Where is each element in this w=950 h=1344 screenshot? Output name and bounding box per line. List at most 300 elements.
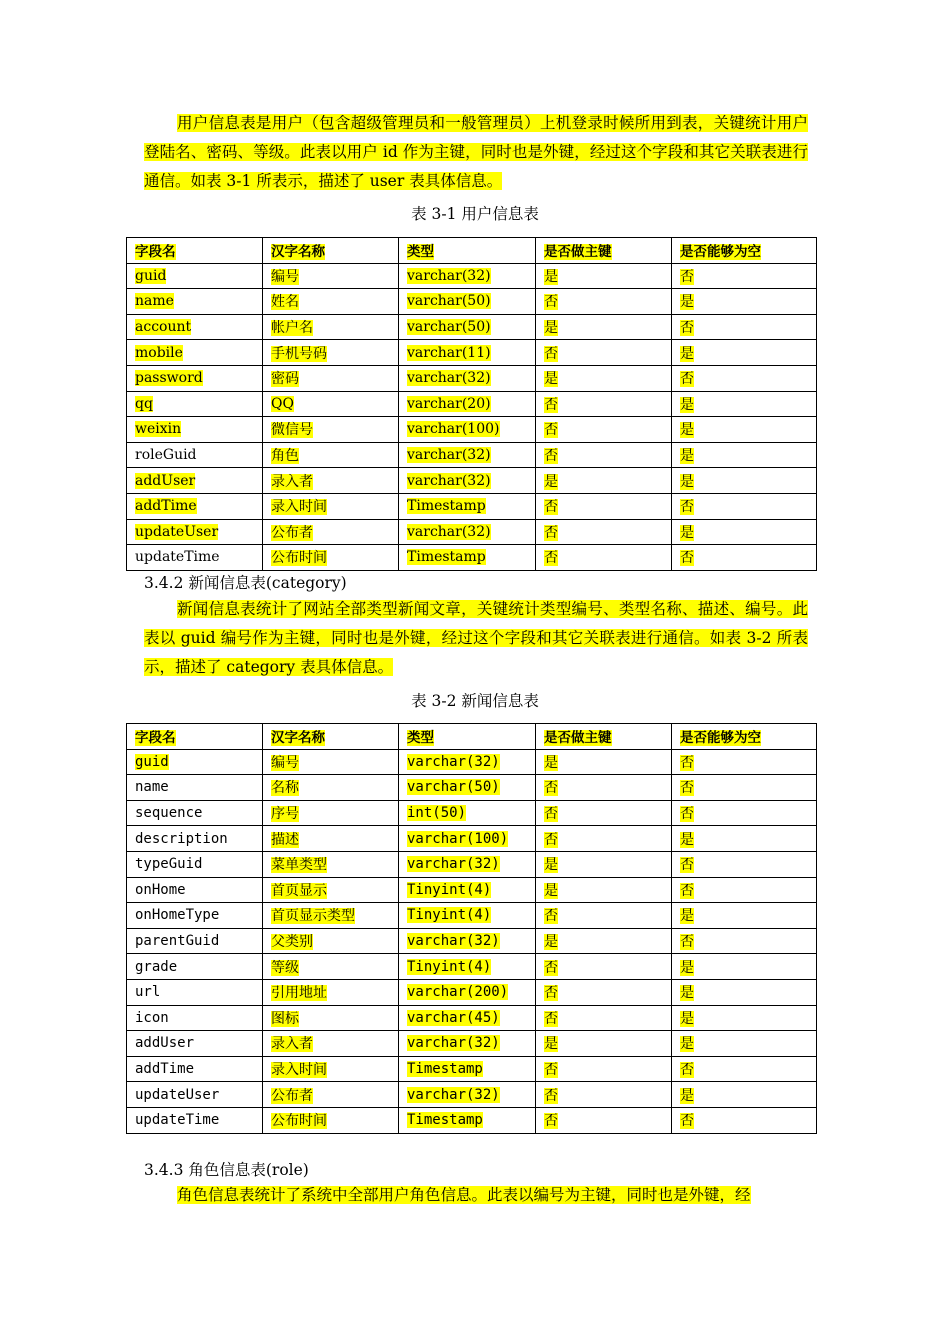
table-cell [536,417,672,443]
cell-text: 是 [680,959,694,976]
cell-text: varchar(45) [407,1009,500,1026]
cell-text: 姓名 [271,294,299,311]
cell-text: 首页显示类型 [271,908,355,925]
cell-text: 名称 [271,780,299,797]
table-row [127,826,817,852]
table-row [127,1107,817,1133]
cell-text: 是 [544,371,558,388]
cell-text: 否 [680,499,694,516]
cell-text: 公布时间 [271,1113,327,1130]
table-cell [127,954,263,980]
table-row [127,519,817,545]
column-header [399,724,536,750]
table-cell [127,775,263,801]
cell-text: roleGuid [135,447,197,464]
table-cell [399,340,536,366]
table-cell [536,979,672,1005]
category-table-intro-text: 新闻信息表统计了网站全部类型新闻文章，关键统计类型编号、类型名称、描述、编号。此表以 guid 编号作为主键，同时也是外键，经过这个字段和其它关联表进行通信。如表 3-2 所表示，描述了 category 表具体信息。 [144,600,808,676]
table-row [127,391,817,417]
table-cell [263,928,399,954]
table-cell [263,749,399,775]
table-cell [672,442,817,468]
table-cell [536,340,672,366]
cell-text: 是 [544,320,558,337]
table-cell [263,468,399,494]
table-cell [672,340,817,366]
table-cell [263,903,399,929]
table-cell [263,365,399,391]
table-cell [399,417,536,443]
cell-text: addTime [135,1061,195,1078]
role-section-heading: 3.4.3 角色信息表(role) [144,1161,309,1179]
table-row [127,928,817,954]
table-cell [536,954,672,980]
table-cell [399,493,536,519]
user-table-intro-text: 用户信息表是用户（包含超级管理员和一般管理员）上机登录时候所用到表，关键统计用户登陆名、密码、等级。此表以用户 id 作为主键，同时也是外键，经过这个字段和其它关联表进行通信。如表 3-1 所表示，描述了 user 表具体信息。 [144,114,808,190]
cell-text: name [135,779,169,796]
table-cell [536,289,672,315]
cell-text: varchar(50) [407,319,491,336]
table-row [127,1031,817,1057]
column-header [672,724,817,750]
table-cell [536,826,672,852]
table-cell [263,775,399,801]
cell-text: varchar(32) [407,1035,500,1052]
table-cell [127,826,263,852]
column-header-text: 类型 [407,730,434,747]
cell-text: 录入时间 [271,499,327,516]
table-cell [399,519,536,545]
cell-text: varchar(32) [407,447,491,464]
cell-text: 否 [544,499,558,516]
table-cell [263,519,399,545]
column-header-text: 是否能够为空 [680,730,761,747]
cell-text: 否 [680,882,694,899]
cell-text: 否 [680,754,694,771]
cell-text: 否 [544,396,558,413]
column-header-text: 是否做主键 [544,730,612,747]
table-cell [399,749,536,775]
cell-text: 否 [544,422,558,439]
table-row [127,263,817,289]
cell-text: 否 [680,371,694,388]
table-cell [263,1056,399,1082]
cell-text: updateUser [135,1086,220,1103]
cell-text: varchar(32) [407,370,491,387]
table-row [127,340,817,366]
cell-text: account [135,319,192,336]
table-row [127,417,817,443]
cell-text: 否 [544,959,558,976]
table-cell [536,442,672,468]
table-row [127,314,817,340]
table-cell [263,545,399,571]
cell-text: parentGuid [135,933,220,950]
table-cell [127,1107,263,1133]
table-cell [536,519,672,545]
table-cell [536,775,672,801]
cell-text: 否 [680,1062,694,1079]
table-cell [399,928,536,954]
table-cell [672,545,817,571]
table-row [127,800,817,826]
table-cell [263,1031,399,1057]
table-cell [127,545,263,571]
table-cell [672,519,817,545]
column-header [127,724,263,750]
cell-text: 录入时间 [271,1062,327,1079]
table-row [127,903,817,929]
cell-text: 是 [680,831,694,848]
cell-text: url [135,984,161,1001]
table-cell [672,979,817,1005]
cell-text: 是 [680,1010,694,1027]
table-header-row [127,724,817,750]
table-cell [536,365,672,391]
table-cell [127,851,263,877]
category-table-intro [144,595,808,682]
table-cell [672,468,817,494]
table-cell [536,545,672,571]
table-cell [399,826,536,852]
table-cell [399,289,536,315]
table-cell [672,289,817,315]
table-cell [672,1031,817,1057]
cell-text: QQ [271,395,294,412]
table-cell [127,289,263,315]
cell-text: varchar(20) [407,395,491,412]
cell-text: updateUser [135,523,219,540]
table-cell [672,365,817,391]
table-cell [672,263,817,289]
cell-text: varchar(32) [407,523,491,540]
table-row [127,545,817,571]
cell-text: 否 [544,524,558,541]
table-cell [127,749,263,775]
cell-text: 录入者 [271,473,313,490]
table-cell [127,979,263,1005]
cell-text: updateTime [135,1112,220,1129]
table-cell [536,928,672,954]
table-cell [263,289,399,315]
table-cell [263,314,399,340]
table-cell [263,826,399,852]
table-cell [399,468,536,494]
cell-text: Tinyint(4) [407,881,492,898]
table-cell [536,903,672,929]
cell-text: 否 [680,550,694,567]
table-cell [536,1107,672,1133]
category-info-table [126,723,817,1134]
cell-text: 否 [544,831,558,848]
cell-text: typeGuid [135,856,203,873]
table-cell [536,1056,672,1082]
cell-text: 否 [680,780,694,797]
cell-text: varchar(100) [407,421,500,438]
table-cell [672,903,817,929]
table1-caption: 表 3-1 用户信息表 [411,205,539,223]
cell-text: 是 [680,422,694,439]
cell-text: 否 [544,1010,558,1027]
table-cell [399,1031,536,1057]
category-section-heading: 3.4.2 新闻信息表(category) [144,574,347,592]
table-cell [127,519,263,545]
table-cell [263,417,399,443]
table-cell [127,800,263,826]
cell-text: 否 [544,1062,558,1079]
table-cell [399,1005,536,1031]
table-cell [127,493,263,519]
cell-text: varchar(32) [407,856,500,873]
cell-text: 是 [680,396,694,413]
cell-text: 否 [544,908,558,925]
table-row [127,775,817,801]
column-header-text: 汉字名称 [271,730,325,747]
cell-text: 是 [544,857,558,874]
cell-text: 密码 [271,371,299,388]
cell-text: 帐户名 [271,320,313,337]
cell-text: varchar(32) [407,1086,500,1103]
table-cell [399,1056,536,1082]
table-cell [399,442,536,468]
cell-text: updateTime [135,549,220,566]
column-header [399,238,536,264]
cell-text: addUser [135,1035,195,1052]
table-cell [672,826,817,852]
cell-text: 是 [544,473,558,490]
cell-text: onHomeType [135,907,220,924]
cell-text: 是 [680,524,694,541]
cell-text: 是 [680,985,694,1002]
table-cell [536,800,672,826]
cell-text: 是 [544,882,558,899]
table-cell [672,391,817,417]
cell-text: 否 [544,345,558,362]
table-header-row [127,238,817,264]
cell-text: 否 [680,268,694,285]
column-header [536,238,672,264]
cell-text: 首页显示 [271,882,327,899]
table-cell [399,851,536,877]
table-cell [263,1082,399,1108]
cell-text: 否 [544,448,558,465]
cell-text: 公布者 [271,524,313,541]
table-row [127,289,817,315]
table-cell [399,979,536,1005]
table-cell [672,314,817,340]
cell-text: 手机号码 [271,345,327,362]
table-cell [263,954,399,980]
table-row [127,468,817,494]
cell-text: 是 [544,934,558,951]
cell-text: addTime [135,498,197,515]
table2-caption: 表 3-2 新闻信息表 [411,692,539,710]
table-cell [399,800,536,826]
column-header-text: 类型 [407,244,434,261]
table-cell [536,877,672,903]
table-row [127,979,817,1005]
cell-text: 否 [544,985,558,1002]
table-cell [127,417,263,443]
table-cell [127,391,263,417]
table-cell [127,928,263,954]
table-cell [536,263,672,289]
cell-text: 是 [544,268,558,285]
cell-text: 编号 [271,268,299,285]
cell-text: 否 [544,806,558,823]
cell-text: icon [135,1009,169,1026]
cell-text: password [135,370,203,387]
cell-text: varchar(50) [407,293,491,310]
cell-text: Timestamp [407,1112,483,1129]
table-cell [672,800,817,826]
cell-text: 否 [544,294,558,311]
cell-text: 否 [680,857,694,874]
column-header [672,238,817,264]
cell-text: Tinyint(4) [407,958,492,975]
cell-text: 菜单类型 [271,857,327,874]
table-cell [127,314,263,340]
table-cell [672,749,817,775]
table-cell [127,263,263,289]
column-header [263,238,399,264]
table-cell [672,851,817,877]
cell-text: 是 [680,345,694,362]
cell-text: 引用地址 [271,985,327,1002]
column-header-text: 汉字名称 [271,244,325,261]
table-cell [127,340,263,366]
table-row [127,1082,817,1108]
cell-text: 是 [544,754,558,771]
table-cell [399,545,536,571]
table-cell [263,340,399,366]
table-cell [263,1005,399,1031]
cell-text: 否 [544,780,558,797]
table-cell [536,468,672,494]
cell-text: int(50) [407,805,467,822]
table-row [127,365,817,391]
table-row [127,1056,817,1082]
cell-text: 否 [544,550,558,567]
table-cell [536,749,672,775]
table-row [127,851,817,877]
table-cell [672,1056,817,1082]
cell-text: varchar(11) [407,344,491,361]
cell-text: weixin [135,421,182,438]
cell-text: 等级 [271,959,299,976]
table-cell [263,800,399,826]
table-cell [399,1082,536,1108]
user-info-table [126,237,817,571]
cell-text: varchar(50) [407,779,500,796]
cell-text: 否 [680,934,694,951]
cell-text: varchar(100) [407,830,509,847]
table-cell [127,1082,263,1108]
table-cell [672,1005,817,1031]
table-cell [127,442,263,468]
table-cell [263,877,399,903]
table-cell [536,1031,672,1057]
column-header-text: 是否能够为空 [680,244,761,261]
table-row [127,749,817,775]
table-cell [263,263,399,289]
cell-text: 图标 [271,1010,299,1027]
cell-text: Tinyint(4) [407,907,492,924]
cell-text: 否 [544,1113,558,1130]
cell-text: varchar(32) [407,472,491,489]
cell-text: 否 [680,320,694,337]
table-cell [672,1107,817,1133]
column-header [127,238,263,264]
column-header-text: 是否做主键 [544,244,612,261]
cell-text: 是 [680,1087,694,1104]
cell-text: guid [135,753,169,770]
table-cell [399,954,536,980]
table-cell [672,1082,817,1108]
table-cell [536,493,672,519]
cell-text: 微信号 [271,422,313,439]
table-cell [127,877,263,903]
cell-text: name [135,293,174,310]
cell-text: 是 [680,448,694,465]
role-table-intro [144,1181,808,1210]
cell-text: 描述 [271,831,299,848]
column-header-text: 字段名 [135,244,176,261]
table-cell [399,314,536,340]
cell-text: qq [135,395,153,412]
cell-text: 序号 [271,806,299,823]
table-cell [263,979,399,1005]
cell-text: description [135,830,228,847]
table-row [127,877,817,903]
table-cell [536,851,672,877]
table-cell [399,877,536,903]
table-cell [127,1005,263,1031]
table-cell [127,365,263,391]
cell-text: 否 [544,1087,558,1104]
cell-text: varchar(32) [407,933,500,950]
cell-text: Timestamp [407,1061,483,1078]
cell-text: 否 [680,806,694,823]
table-cell [127,1031,263,1057]
column-header [263,724,399,750]
cell-text: Timestamp [407,498,486,515]
cell-text: 是 [680,473,694,490]
table-row [127,954,817,980]
cell-text: 角色 [271,448,299,465]
cell-text: 否 [680,1113,694,1130]
cell-text: varchar(32) [407,267,491,284]
table-cell [263,442,399,468]
role-table-intro-text: 角色信息表统计了系统中全部用户角色信息。此表以编号为主键，同时也是外键，经 [177,1186,751,1204]
cell-text: Timestamp [407,549,486,566]
cell-text: sequence [135,805,203,822]
table-cell [536,391,672,417]
table-cell [263,391,399,417]
cell-text: 公布者 [271,1087,313,1104]
table-cell [672,954,817,980]
cell-text: 编号 [271,754,299,771]
table-cell [127,903,263,929]
table-cell [672,775,817,801]
table-cell [127,1056,263,1082]
cell-text: mobile [135,344,183,361]
table-cell [672,417,817,443]
table-cell [536,1005,672,1031]
cell-text: guid [135,267,167,284]
table-cell [127,468,263,494]
cell-text: 公布时间 [271,550,327,567]
